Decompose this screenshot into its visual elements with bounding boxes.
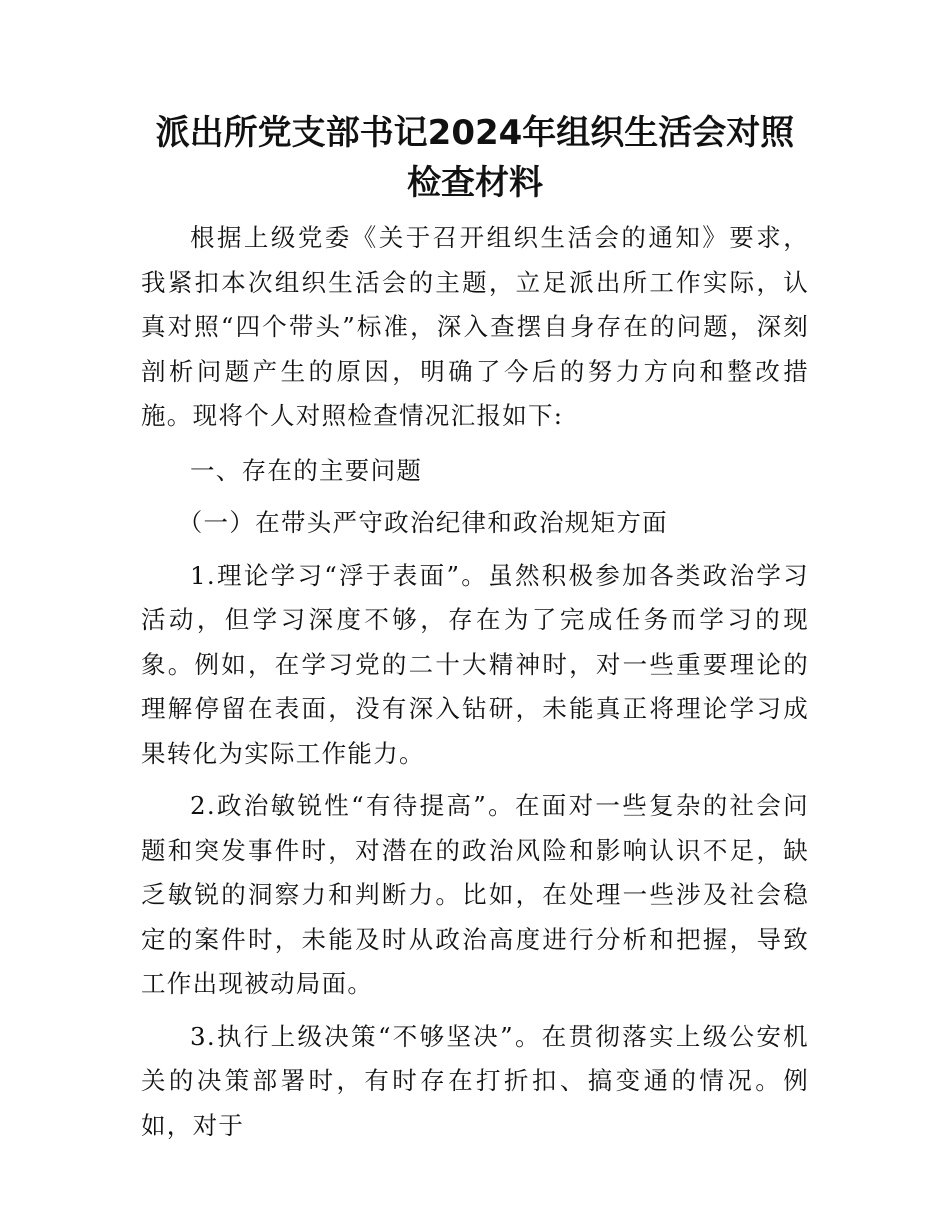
sub-heading: （一）在带头严守政治纪律和政治规矩方面 bbox=[177, 508, 668, 537]
list-item: 2.政治敏锐性“有待提高”。在面对一些复杂的社会问题和突发事件时，对潜在的政治风险和影响认识不足，缺乏敏锐的洞察力和判断力。比如，在处理一些涉及社会稳定的案件时，未能及时从政治高度进行分析和把握，导致工作出现被动局面。 bbox=[141, 791, 809, 998]
document-title: 派出所党支部书记2024年组织生活会对照检查材料 bbox=[155, 113, 795, 203]
document-page bbox=[141, 108, 809, 1148]
list-item: 1.理论学习“浮于表面”。虽然积极参加各类政治学习活动，但学习深度不够，存在为了完成任务而学习的现象。例如，在学习党的二十大精神时，对一些重要理论的理解停留在表面，没有深入钻研，未能真正将理论学习成果转化为实际工作能力。 bbox=[141, 560, 809, 768]
list-item: 3.执行上级决策“不够坚决”。在贯彻落实上级公安机关的决策部署时，有时存在打折扣、搞变通的情况。例如，对于 bbox=[141, 1021, 809, 1140]
intro-paragraph: 根据上级党委《关于召开组织生活会的通知》要求，我紧扣本次组织生活会的主题，立足派出所工作实际，认真对照“四个带头”标准，深入查摆自身存在的问题，深刻剖析问题产生的原因，明确了今后的努力方向和整改措施。现将个人对照检查情况汇报如下: bbox=[141, 223, 809, 430]
section-heading: 一、存在的主要问题 bbox=[190, 455, 423, 485]
